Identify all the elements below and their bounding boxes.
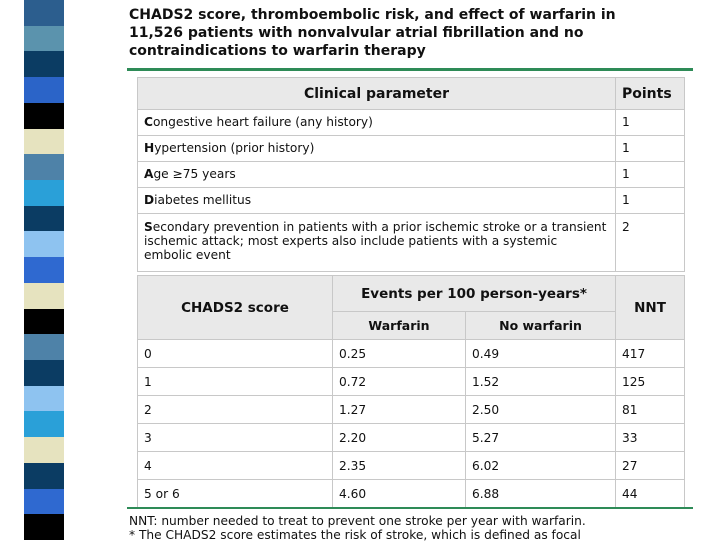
strip-block bbox=[24, 411, 64, 437]
header-warfarin: Warfarin bbox=[333, 312, 466, 340]
footnote-nnt: NNT: number needed to treat to prevent one stroke per year with warfarin. bbox=[129, 514, 586, 528]
title-line-1: CHADS2 score, thromboembolic risk, and effect of warfarin in bbox=[129, 7, 616, 23]
parameter-text: econdary prevention in patients with a prior ischemic stroke or a transient ischemic attack; most experts also include patients with a systemic embolic event bbox=[144, 220, 607, 262]
nnt-cell: 27 bbox=[616, 452, 685, 480]
table-row bbox=[138, 110, 685, 136]
warfarin-cell: 1.27 bbox=[333, 396, 466, 424]
no-warfarin-cell: 6.88 bbox=[466, 480, 616, 508]
strip-block bbox=[24, 514, 64, 540]
parameter-initial: H bbox=[144, 141, 155, 155]
parameter-text: iabetes mellitus bbox=[154, 193, 252, 207]
nnt-cell: 125 bbox=[616, 368, 685, 396]
warfarin-cell: 2.20 bbox=[333, 424, 466, 452]
table-row bbox=[138, 480, 685, 508]
parameter-initial: D bbox=[144, 193, 155, 207]
strip-block bbox=[24, 103, 64, 129]
footnote-star: * The CHADS2 score estimates the risk of stroke, which is defined as focal bbox=[129, 528, 581, 542]
parameter-cell bbox=[138, 214, 616, 272]
strip-block bbox=[24, 180, 64, 206]
score-cell: 5 or 6 bbox=[138, 480, 333, 508]
parameter-cell bbox=[138, 188, 616, 214]
table-row bbox=[138, 424, 685, 452]
strip-block bbox=[24, 463, 64, 489]
strip-block bbox=[24, 257, 64, 283]
score-cell: 4 bbox=[138, 452, 333, 480]
warfarin-cell: 2.35 bbox=[333, 452, 466, 480]
header-events: Events per 100 person-years* bbox=[333, 276, 616, 312]
score-cell: 2 bbox=[138, 396, 333, 424]
document-title bbox=[129, 6, 689, 60]
table-row bbox=[138, 214, 685, 272]
table-row bbox=[138, 452, 685, 480]
strip-block bbox=[24, 206, 64, 232]
warfarin-cell: 4.60 bbox=[333, 480, 466, 508]
header-clinical-parameter: Clinical parameter bbox=[138, 78, 616, 110]
strip-block bbox=[24, 309, 64, 335]
strip-block bbox=[24, 386, 64, 412]
nnt-cell: 417 bbox=[616, 340, 685, 368]
score-cell: 0 bbox=[138, 340, 333, 368]
parameter-text: ongestive heart failure (any history) bbox=[152, 115, 373, 129]
table-row bbox=[138, 162, 685, 188]
header-chads2-score: CHADS2 score bbox=[138, 276, 333, 340]
header-nnt: NNT bbox=[616, 276, 685, 340]
parameter-text: ge ≥75 years bbox=[153, 167, 236, 181]
nnt-cell: 81 bbox=[616, 396, 685, 424]
chads2-score-table bbox=[137, 275, 685, 508]
header-points: Points bbox=[616, 78, 685, 110]
strip-block bbox=[24, 360, 64, 386]
strip-block bbox=[24, 51, 64, 77]
table-row bbox=[138, 368, 685, 396]
strip-block bbox=[24, 26, 64, 52]
strip-block bbox=[24, 231, 64, 257]
strip-block bbox=[24, 437, 64, 463]
no-warfarin-cell: 0.49 bbox=[466, 340, 616, 368]
table-row bbox=[138, 188, 685, 214]
no-warfarin-cell: 2.50 bbox=[466, 396, 616, 424]
parameter-text: ypertension (prior history) bbox=[154, 141, 315, 155]
parameter-initial: C bbox=[144, 115, 153, 129]
table-row bbox=[138, 340, 685, 368]
points-cell: 2 bbox=[616, 214, 685, 272]
decorative-color-strip bbox=[24, 0, 64, 540]
strip-block bbox=[24, 283, 64, 309]
nnt-cell: 33 bbox=[616, 424, 685, 452]
title-line-2: 11,526 patients with nonvalvular atrial fibrillation and no bbox=[129, 25, 584, 41]
parameter-cell bbox=[138, 110, 616, 136]
strip-block bbox=[24, 489, 64, 515]
bottom-green-rule bbox=[127, 507, 693, 509]
parameter-cell bbox=[138, 136, 616, 162]
strip-block bbox=[24, 77, 64, 103]
parameter-initial: A bbox=[144, 167, 154, 181]
no-warfarin-cell: 6.02 bbox=[466, 452, 616, 480]
no-warfarin-cell: 5.27 bbox=[466, 424, 616, 452]
points-cell: 1 bbox=[616, 136, 685, 162]
table-row bbox=[138, 396, 685, 424]
title-line-3: contraindications to warfarin therapy bbox=[129, 43, 426, 59]
points-cell: 1 bbox=[616, 110, 685, 136]
warfarin-cell: 0.25 bbox=[333, 340, 466, 368]
strip-block bbox=[24, 334, 64, 360]
table-row bbox=[138, 136, 685, 162]
strip-block bbox=[24, 0, 64, 26]
strip-block bbox=[24, 129, 64, 155]
table-header-row bbox=[138, 276, 685, 312]
points-cell: 1 bbox=[616, 188, 685, 214]
clinical-parameter-table bbox=[137, 77, 685, 272]
score-cell: 3 bbox=[138, 424, 333, 452]
nnt-cell: 44 bbox=[616, 480, 685, 508]
no-warfarin-cell: 1.52 bbox=[466, 368, 616, 396]
table-header-row bbox=[138, 78, 685, 110]
header-no-warfarin: No warfarin bbox=[466, 312, 616, 340]
parameter-initial: S bbox=[144, 220, 153, 234]
strip-block bbox=[24, 154, 64, 180]
points-cell: 1 bbox=[616, 162, 685, 188]
score-cell: 1 bbox=[138, 368, 333, 396]
warfarin-cell: 0.72 bbox=[333, 368, 466, 396]
parameter-cell bbox=[138, 162, 616, 188]
top-green-rule bbox=[127, 68, 693, 71]
